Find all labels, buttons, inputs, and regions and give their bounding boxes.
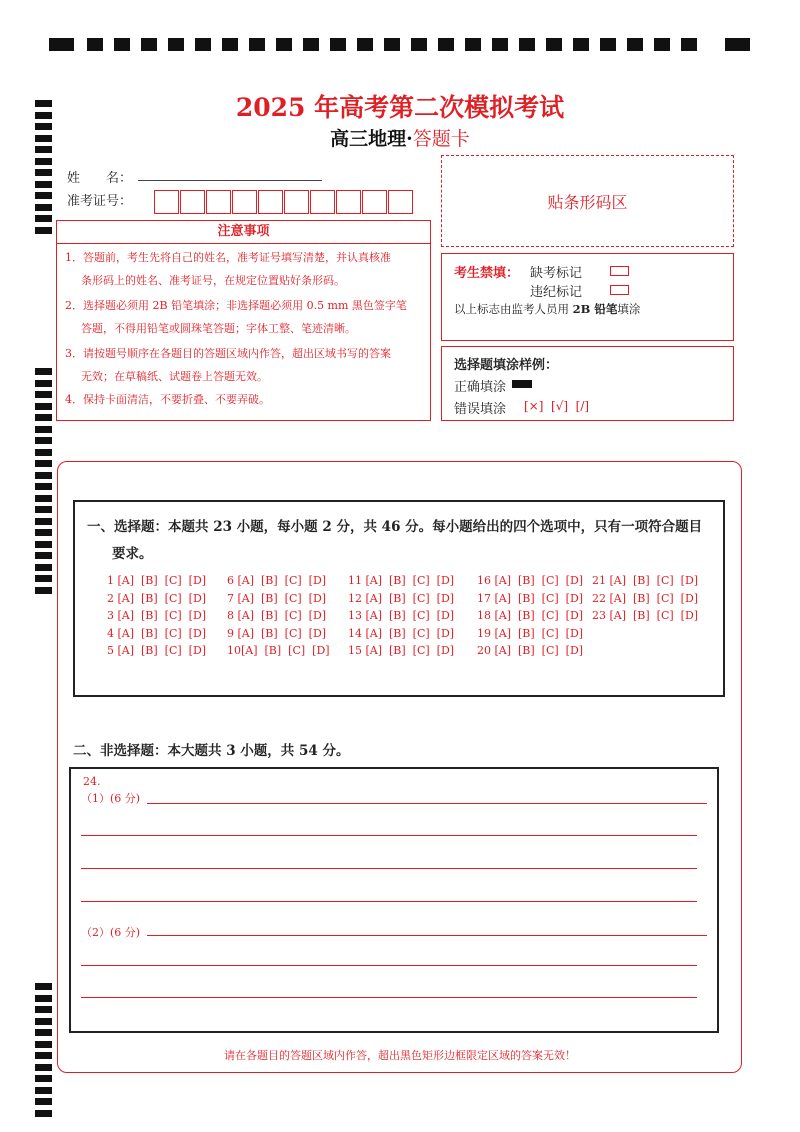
mc-question-row[interactable]: 22 [A] [B] [C] [D] — [592, 591, 699, 605]
wrong-fill-samples: [×] [√] [/] — [524, 399, 590, 413]
forbid-note: 以上标志由监考人员用 2B 铅笔填涂 — [454, 302, 641, 316]
mc-question-row[interactable]: 5 [A] [B] [C] [D] — [107, 644, 207, 657]
fill-sample-box — [441, 346, 734, 421]
question-24-box[interactable] — [69, 767, 719, 1033]
notice-item: 4．保持卡面清洁，不要折叠、不要弄破。 — [65, 393, 270, 406]
footer-warning: 请在各题目的答题区域内作答，超出黑色矩形边框限定区域的答案无效！ — [224, 1049, 576, 1062]
forbid-label: 考生禁填： — [454, 266, 520, 281]
notice-item: 3．请按题号顺序在各题目的答题区域内作答，超出区域书写的答案 — [65, 347, 391, 360]
mc-question-row[interactable]: 15 [A] [B] [C] [D] — [348, 644, 455, 657]
exam-id-label: 准考证号： — [67, 194, 133, 209]
answer-line[interactable] — [81, 965, 697, 966]
notice-item: 无效；在草稿纸、试题卷上答题无效。 — [81, 370, 268, 383]
correct-fill-label: 正确填涂 — [454, 380, 507, 395]
multiple-choice-section — [73, 500, 725, 697]
mc-question-row[interactable]: 4 [A] [B] [C] [D] — [107, 626, 207, 640]
answer-line[interactable] — [147, 935, 707, 936]
barcode-area — [441, 155, 734, 247]
mc-question-row[interactable]: 21 [A] [B] [C] [D] — [592, 574, 699, 587]
correct-fill-sample — [512, 380, 532, 388]
examiner-only-box — [441, 253, 734, 341]
violation-mark-label: 违纪标记 — [530, 285, 583, 300]
notice-item: 2．选择题必须用 2B 铅笔填涂；非选择题必须用 0.5 mm 黑色签字笔 — [65, 299, 407, 312]
mc-question-row[interactable]: 23 [A] [B] [C] [D] — [592, 609, 699, 622]
absent-mark-box[interactable] — [610, 266, 629, 276]
section1-title-cont: 要求。 — [112, 546, 153, 562]
part2-label: （2）(6 分) — [81, 926, 141, 939]
section2-title: 二、非选择题：本大题共 3 小题，共 54 分。 — [73, 743, 350, 759]
wrong-fill-label: 错误填涂 — [454, 402, 507, 417]
mc-question-row[interactable]: 11 [A] [B] [C] [D] — [348, 574, 455, 587]
mc-question-row[interactable]: 3 [A] [B] [C] [D] — [107, 609, 207, 622]
mc-question-row[interactable]: 1 [A] [B] [C] [D] — [107, 574, 207, 587]
name-field[interactable] — [138, 180, 322, 181]
notice-box — [56, 220, 431, 421]
part1-label: （1）(6 分) — [81, 792, 141, 805]
mc-question-row[interactable]: 9 [A] [B] [C] [D] — [227, 626, 327, 640]
mc-question-row[interactable]: 19 [A] [B] [C] [D] — [477, 626, 584, 640]
barcode-label: 贴条形码区 — [547, 192, 628, 212]
notice-item: 答题，不得用铅笔或圆珠笔答题；字体工整、笔迹清晰。 — [81, 322, 356, 335]
mc-question-row[interactable]: 7 [A] [B] [C] [D] — [227, 591, 327, 605]
mc-question-row[interactable]: 17 [A] [B] [C] [D] — [477, 591, 584, 605]
answer-line[interactable] — [147, 803, 707, 804]
violation-mark-box[interactable] — [610, 285, 629, 295]
mc-question-row[interactable]: 18 [A] [B] [C] [D] — [477, 609, 584, 622]
mc-question-row[interactable]: 10[A] [B] [C] [D] — [227, 644, 330, 657]
notice-title: 注意事项 — [57, 221, 430, 244]
notice-item: 条形码上的姓名、准考证号，在规定位置贴好条形码。 — [81, 274, 345, 287]
mc-question-row[interactable]: 8 [A] [B] [C] [D] — [227, 609, 327, 622]
card-label: 答题卡 — [412, 128, 470, 150]
mc-question-row[interactable]: 6 [A] [B] [C] [D] — [227, 574, 327, 587]
mc-question-row[interactable]: 12 [A] [B] [C] [D] — [348, 591, 455, 605]
notice-item: 1．答题前，考生先将自己的姓名，准考证号填写清楚，并认真核准 — [65, 251, 391, 264]
mc-question-row[interactable]: 20 [A] [B] [C] [D] — [477, 644, 584, 657]
exam-title: 2025 年高考第二次模拟考试 — [235, 93, 565, 122]
absent-mark-label: 缺考标记 — [530, 266, 583, 281]
mc-question-row[interactable]: 13 [A] [B] [C] [D] — [348, 609, 455, 622]
section1-title: 一、选择题：本题共 23 小题，每小题 2 分，共 46 分。每小题给出的四个选项中，只有一项符合题目 — [87, 519, 703, 535]
mc-question-row[interactable]: 16 [A] [B] [C] [D] — [477, 574, 584, 587]
answer-line[interactable] — [81, 835, 697, 836]
answer-line[interactable] — [81, 901, 697, 902]
mc-question-row[interactable]: 14 [A] [B] [C] [D] — [348, 626, 455, 640]
subject-label: 高三地理· — [330, 128, 413, 150]
mc-question-row[interactable]: 2 [A] [B] [C] [D] — [107, 591, 207, 605]
name-label: 姓 名： — [67, 171, 133, 186]
answer-line[interactable] — [81, 868, 697, 869]
card-subtitle — [0, 124, 800, 151]
question-number: 24. — [83, 775, 101, 788]
sample-title: 选择题填涂样例： — [454, 358, 559, 373]
answer-line[interactable] — [81, 997, 697, 998]
